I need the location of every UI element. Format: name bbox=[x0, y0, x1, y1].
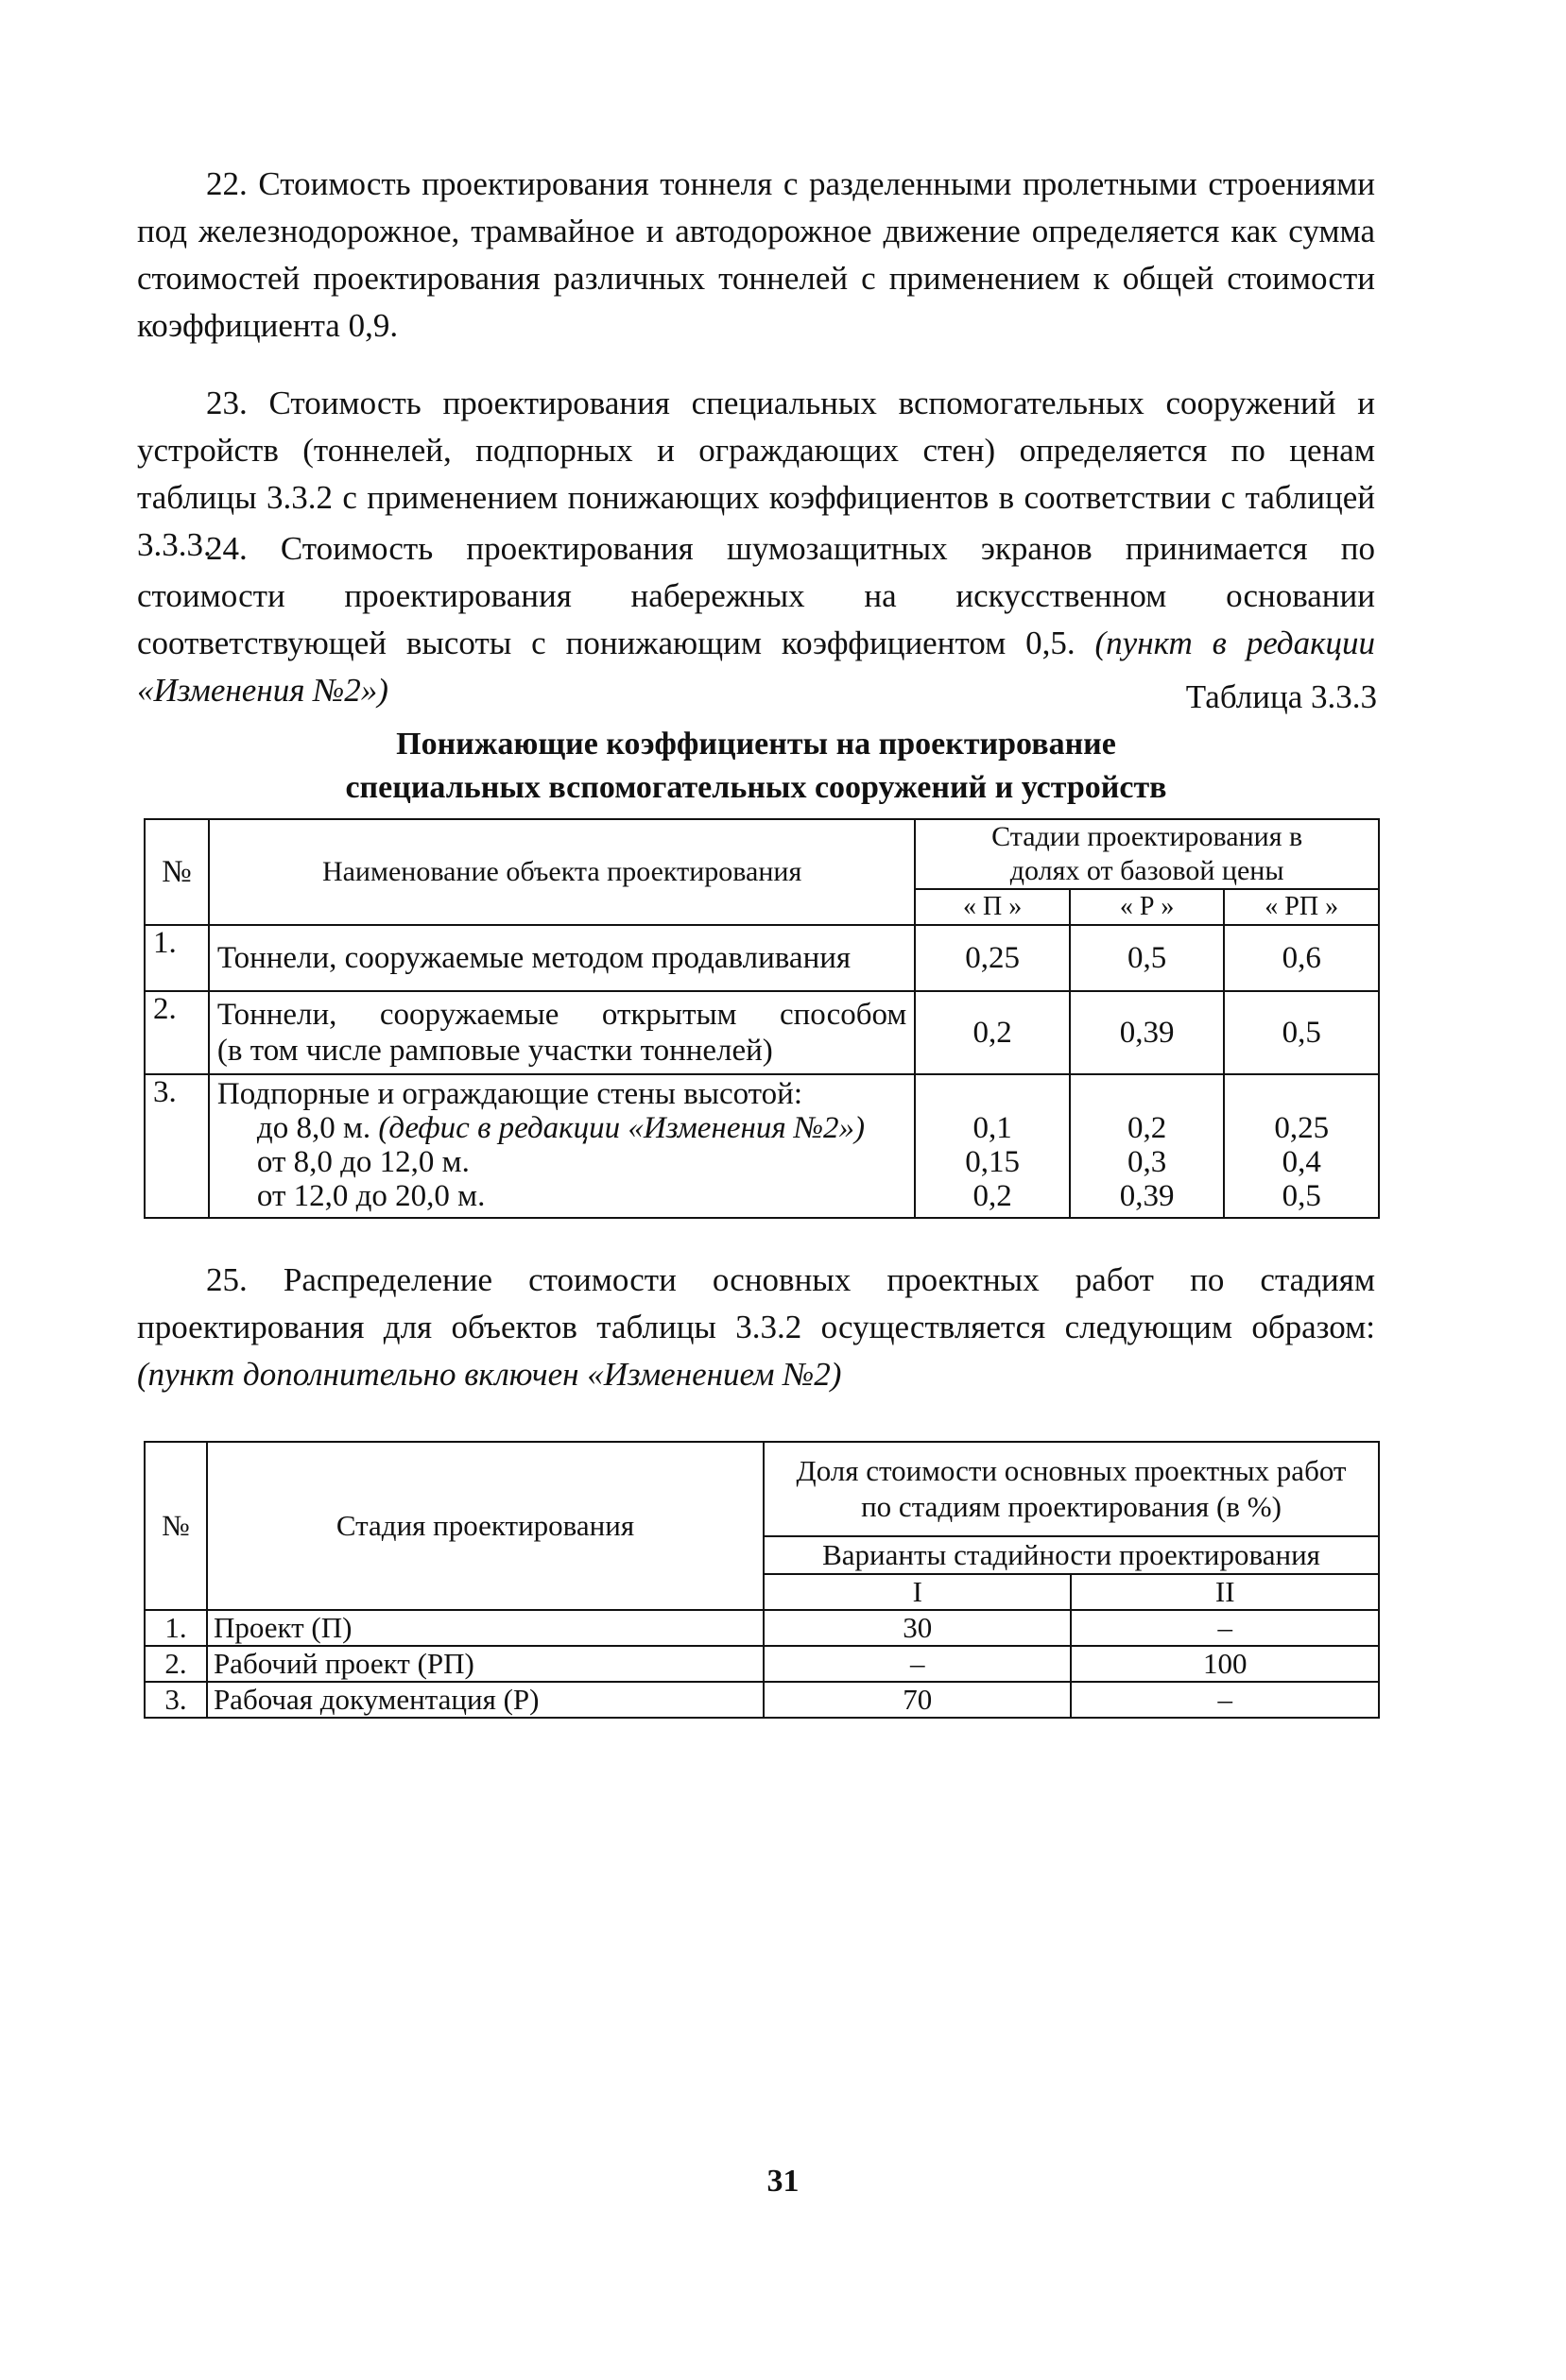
row-value-r: 0,39 bbox=[1070, 991, 1225, 1074]
row-value-p: 0,2 bbox=[915, 991, 1070, 1074]
page-number: 31 bbox=[766, 2164, 800, 2199]
row-sub-value: 0,3 bbox=[1127, 1145, 1167, 1179]
paragraph-23: 23. Стоимость проектирования специальных вспомогательных сооружений и устройств (тоннелей, подпорных и ограждающих стен) определяется по ценам таблицы 3.3.2 с применением понижающих коэффициентов в соответствии с таблицей 3.3.3. bbox=[137, 385, 1375, 563]
row-sub-value: 0,5 bbox=[1282, 1179, 1321, 1213]
row-value-rp: 0,5 bbox=[1224, 991, 1379, 1074]
row-sub-value: 0,2 bbox=[1127, 1111, 1167, 1145]
row-sub-value: 0,2 bbox=[972, 1179, 1012, 1213]
header-stages-line1: Стадии проектирования в bbox=[991, 821, 1303, 852]
table2-header-v1: I bbox=[764, 1574, 1071, 1610]
header-num: № bbox=[145, 819, 209, 925]
table-row bbox=[145, 1074, 1379, 1218]
row-value-rp: 0,6 bbox=[1224, 925, 1379, 991]
table-row bbox=[145, 1682, 1379, 1718]
row-v2: – bbox=[1071, 1682, 1379, 1718]
table-row bbox=[145, 925, 1379, 991]
row-value-p: 0,25 bbox=[915, 925, 1070, 991]
paragraph-22: 22. Стоимость проектирования тоннеля с разделенными пролетными строениями под железнодорожное, трамвайное и автодорожное движение определяется как сумма стоимостей проектирования различных тоннелей с применением к общей стоимости коэффициента 0,9. bbox=[137, 165, 1375, 344]
row-num: 3. bbox=[145, 1074, 209, 1218]
table-row bbox=[145, 1610, 1379, 1646]
row-sub-value: 0,39 bbox=[1119, 1179, 1175, 1213]
table-row bbox=[145, 991, 1379, 1074]
paragraph-25-note: (пункт дополнительно включен «Изменением №2) bbox=[137, 1356, 842, 1393]
header-stages-line2: долях от базовой цены bbox=[1009, 855, 1284, 886]
row-sub-label: от 12,0 до 20,0 м. bbox=[256, 1179, 486, 1213]
coefficients-table bbox=[144, 818, 1380, 1219]
paragraph-25 bbox=[137, 1257, 1375, 1398]
paragraph-24-text: 24. Стоимость проектирования шумозащитных экранов принимается по стоимости проектирования набережных на искусственном основании соответствующей высоты с понижающим коэффициентом 0,5. bbox=[137, 530, 1375, 661]
row-value-r: 0,5 bbox=[1070, 925, 1225, 991]
row-v2: 100 bbox=[1071, 1646, 1379, 1682]
table-header-row bbox=[145, 819, 1379, 889]
row-num: 2. bbox=[145, 991, 209, 1074]
table2-header-share bbox=[764, 1442, 1379, 1536]
row-sub-label: от 8,0 до 12,0 м. bbox=[256, 1145, 470, 1179]
table2-header-v2: II bbox=[1071, 1574, 1379, 1610]
row-num: 1. bbox=[145, 925, 209, 991]
row-name bbox=[209, 991, 915, 1074]
header-stages bbox=[915, 819, 1379, 889]
table2-header-num: № bbox=[145, 1442, 207, 1610]
row-v1: 30 bbox=[764, 1610, 1071, 1646]
row-value-r bbox=[1070, 1074, 1225, 1218]
table2-header-row bbox=[145, 1442, 1379, 1536]
row-stage: Рабочий проект (РП) bbox=[207, 1646, 764, 1682]
row-v1: – bbox=[764, 1646, 1071, 1682]
row-sub-value: 0,25 bbox=[1274, 1111, 1330, 1145]
row-name-line1: Тоннели, сооружаемые открытым способом bbox=[216, 998, 907, 1032]
row-name bbox=[209, 1074, 915, 1218]
table2-header-stage: Стадия проектирования bbox=[207, 1442, 764, 1610]
row-name-line2: (в том числе рамповые участки тоннелей) bbox=[216, 1034, 773, 1068]
row-num: 1. bbox=[145, 1610, 207, 1646]
table-caption-line1: Понижающие коэффициенты на проектирование bbox=[396, 727, 1116, 762]
row-sub-value: 0,15 bbox=[965, 1145, 1020, 1179]
header-name: Наименование объекта проектирования bbox=[209, 819, 915, 925]
row-sub-value: 0,4 bbox=[1282, 1145, 1321, 1179]
header-p: « П » bbox=[915, 889, 1070, 925]
row-name-title: Подпорные и ограждающие стены высотой: bbox=[216, 1077, 802, 1111]
row-value-rp bbox=[1224, 1074, 1379, 1218]
table2-header-share-line2: по стадиям проектирования (в %) bbox=[861, 1490, 1282, 1523]
header-r: « Р » bbox=[1070, 889, 1225, 925]
table-label: Таблица 3.3.3 bbox=[1185, 678, 1377, 715]
row-num: 3. bbox=[145, 1682, 207, 1718]
row-sub-value: 0,1 bbox=[972, 1111, 1012, 1145]
row-sub-label-text: до 8,0 м. bbox=[256, 1111, 379, 1145]
row-num: 2. bbox=[145, 1646, 207, 1682]
row-v2: – bbox=[1071, 1610, 1379, 1646]
row-stage: Проект (П) bbox=[207, 1610, 764, 1646]
table2-header-share-line1: Доля стоимости основных проектных работ bbox=[796, 1454, 1347, 1487]
stage-distribution-table bbox=[144, 1441, 1380, 1719]
table-row bbox=[145, 1646, 1379, 1682]
paragraph-25-text: 25. Распределение стоимости основных проектных работ по стадиям проектирования для объектов таблицы 3.3.2 осуществляется следующим образом: bbox=[137, 1261, 1375, 1345]
row-v1: 70 bbox=[764, 1682, 1071, 1718]
row-name: Тоннели, сооружаемые методом продавливания bbox=[209, 925, 915, 991]
row-sub-label bbox=[217, 1111, 906, 1145]
table-caption bbox=[137, 723, 1375, 810]
row-value-p bbox=[915, 1074, 1070, 1218]
paragraph-24-note: (пункт в редакции «Изменения №2») bbox=[137, 625, 1375, 709]
row-stage: Рабочая документация (Р) bbox=[207, 1682, 764, 1718]
row-sub-label-note: (дефис в редакции «Изменения №2») bbox=[378, 1111, 866, 1145]
table-caption-line2: специальных вспомогательных сооружений и устройств bbox=[345, 770, 1167, 805]
header-rp: « РП » bbox=[1224, 889, 1379, 925]
table2-header-variants: Варианты стадийности проектирования bbox=[764, 1536, 1379, 1574]
